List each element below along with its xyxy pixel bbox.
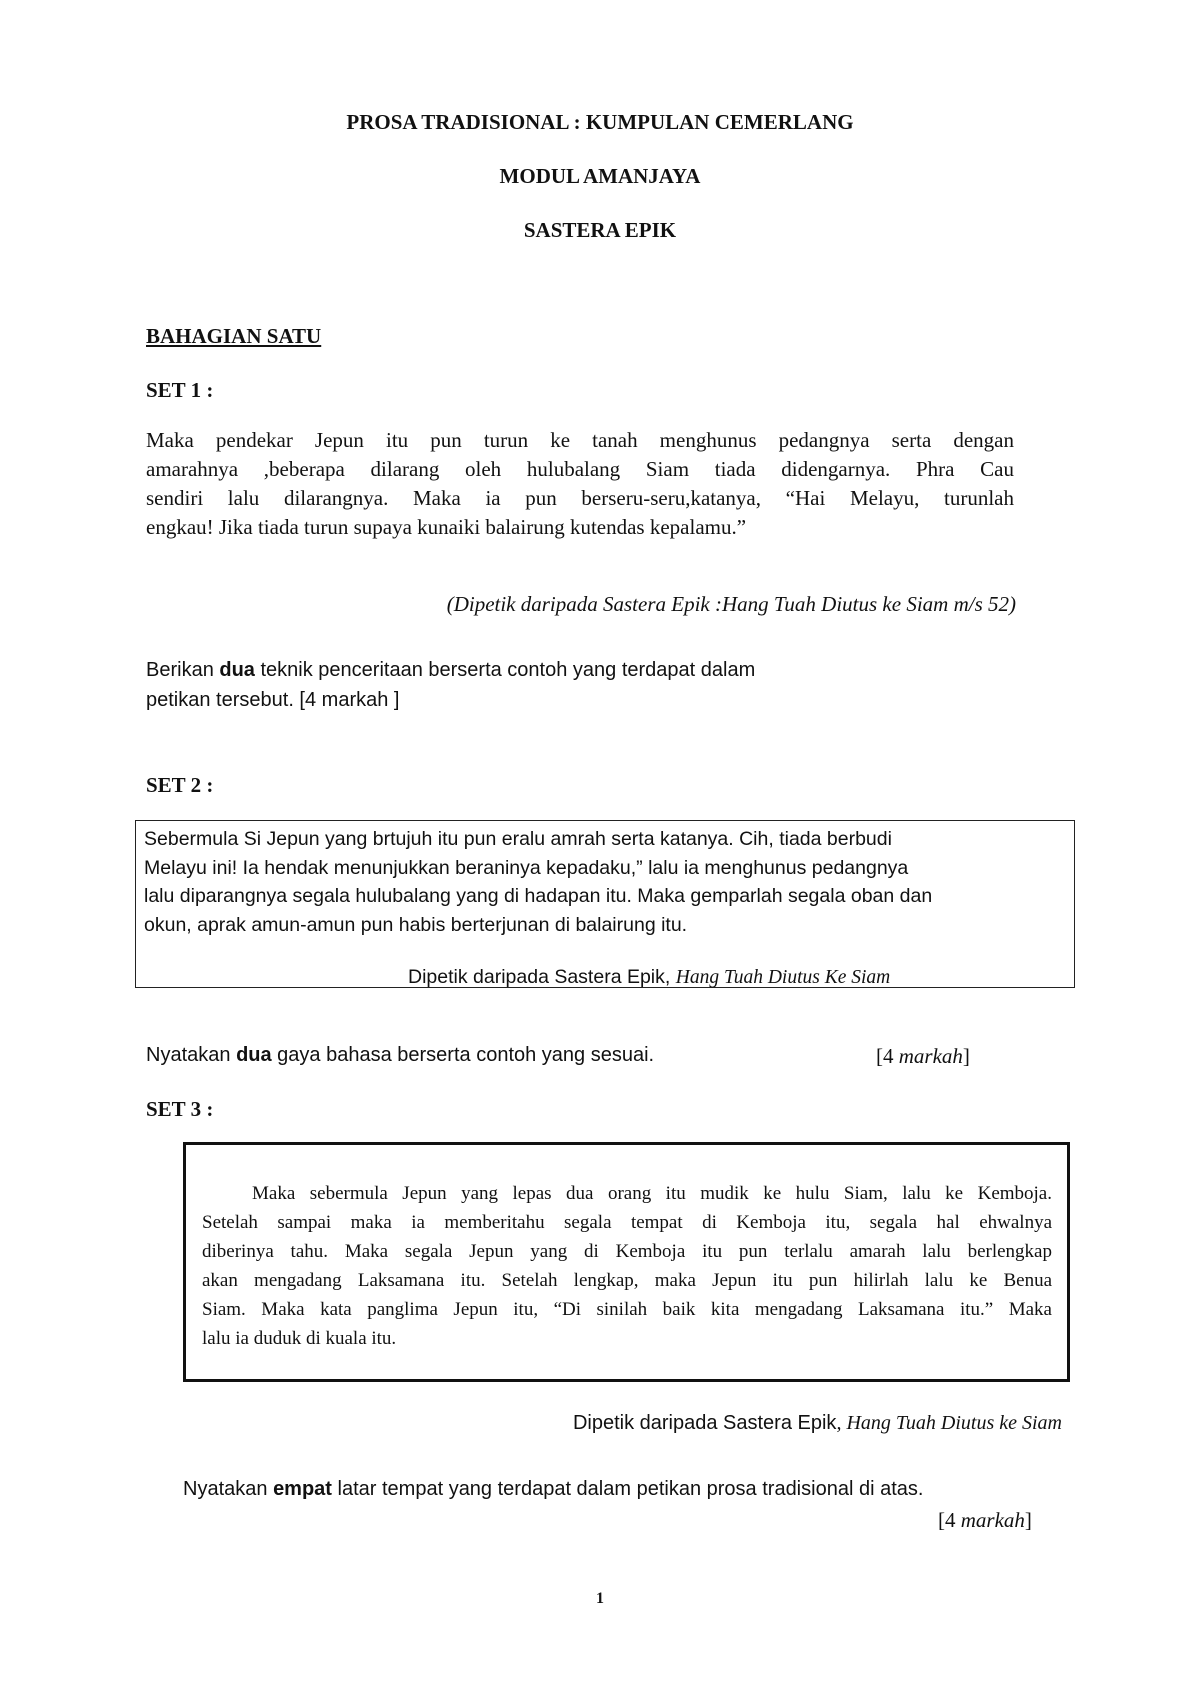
- set3-passage-line: lalu ia duduk di kuala itu.: [202, 1328, 397, 1349]
- set3-heading: SET 3 :: [146, 1097, 214, 1121]
- set3-question: [183, 1478, 923, 1501]
- set1-passage-line: amarahnya ,beberapa dilarang oleh hulubalang Siam tiada didengarnya. Phra Cau: [146, 457, 1014, 481]
- set3-marks-text: [4: [938, 1508, 961, 1532]
- set1-passage-line: engkau! Jika tiada turun supaya kunaiki balairung kutendas kepalamu.”: [146, 515, 747, 539]
- set3-passage-line: diberinya tahu. Maka segala Jepun yang di Kemboja itu pun terlalu amarah lalu berlengkap: [202, 1241, 1052, 1262]
- set1-question-emphasis: dua: [219, 659, 255, 681]
- set2-question-text: gaya bahasa berserta contoh yang sesuai.: [271, 1044, 655, 1066]
- set3-passage: [202, 1179, 1052, 1353]
- set3-marks-label: markah: [960, 1508, 1025, 1532]
- set1-question-text: Berikan: [146, 659, 220, 681]
- set1-question: [146, 655, 755, 715]
- set2-citation: [408, 963, 890, 993]
- set3-passage-line: Setelah sampai maka ia memberitahu segala tempat di Kemboja itu, segala hal ehwalnya: [202, 1212, 1052, 1233]
- set2-marks-label: markah: [898, 1044, 963, 1068]
- set2-question-text: Nyatakan: [146, 1044, 237, 1066]
- set2-heading: SET 2 :: [146, 773, 214, 797]
- set3-citation-text: Dipetik daripada Sastera Epik: [572, 1412, 837, 1434]
- set2-passage-box: [135, 820, 1075, 988]
- set2-question-emphasis: dua: [236, 1044, 272, 1066]
- set3-marks: [938, 1508, 1032, 1533]
- document-title: PROSA TRADISIONAL : KUMPULAN CEMERLANG: [346, 110, 854, 134]
- set2-question: [146, 1044, 654, 1067]
- set2-citation-text: Dipetik daripada Sastera Epik,: [408, 966, 676, 988]
- set3-question-text: Nyatakan: [183, 1478, 274, 1500]
- set1-passage-line: Maka pendekar Jepun itu pun turun ke tanah menghunus pedangnya serta dengan: [146, 428, 1014, 452]
- set1-passage-line: sendiri lalu dilarangnya. Maka ia pun berseru-seru,katanya, “Hai Melayu, turunlah: [146, 486, 1014, 510]
- set2-passage-line: Melayu ini! Ia hendak menunjukkan beraninya kepadaku,” lalu ia menghunus pedangnya: [144, 856, 909, 879]
- set3-question-emphasis: empat: [273, 1478, 332, 1500]
- set2-marks: [876, 1044, 970, 1069]
- set3-passage-line: akan mengadang Laksamana itu. Setelah lengkap, maka Jepun itu pun hilirlah lalu ke Benua: [202, 1270, 1052, 1291]
- set3-marks-text: ]: [1024, 1508, 1032, 1532]
- set3-citation: [0, 1412, 1062, 1435]
- page-number: 1: [596, 1590, 604, 1607]
- set2-marks-text: [4: [876, 1044, 899, 1068]
- set1-citation: (Dipetik daripada Sastera Epik :Hang Tuah Diutus ke Siam m/s 52): [446, 592, 1016, 616]
- set1-question-line2: petikan tersebut. [4 markah ]: [146, 689, 400, 711]
- set2-passage-line: lalu diparangnya segala hulubalang yang di hadapan itu. Maka gemparlah segala oban dan: [144, 885, 933, 907]
- set2-passage-line: okun, aprak amun-amun pun habis berterjunan di balairung itu.: [144, 913, 688, 936]
- set1-heading: SET 1 :: [146, 378, 214, 402]
- subject-title: SASTERA EPIK: [523, 218, 677, 242]
- section-heading: BAHAGIAN SATU: [146, 324, 322, 348]
- set3-passage-line: Siam. Maka kata panglima Jepun itu, “Di sinilah baik kita mengadang Laksamana itu.” Maka: [202, 1299, 1052, 1320]
- set3-question-text: latar tempat yang terdapat dalam petikan prosa tradisional di atas.: [331, 1478, 924, 1500]
- set2-citation-title: Hang Tuah Diutus Ke Siam: [675, 967, 891, 988]
- set1-passage: [146, 426, 1014, 542]
- set3-passage-line: Maka sebermula Jepun yang lepas dua orang itu mudik ke hulu Siam, lalu ke Kemboja.: [252, 1183, 1052, 1204]
- set3-citation-title: , Hang Tuah Diutus ke Siam: [836, 1412, 1062, 1434]
- set2-marks-text: ]: [962, 1044, 970, 1068]
- set3-passage-box: [183, 1142, 1070, 1382]
- module-title: MODUL AMANJAYA: [499, 164, 701, 188]
- set2-passage-line: Sebermula Si Jepun yang brtujuh itu pun eralu amrah serta katanya. Cih, tiada berbudi: [144, 828, 892, 850]
- set1-question-text: teknik penceritaan berserta contoh yang terdapat dalam: [254, 659, 756, 681]
